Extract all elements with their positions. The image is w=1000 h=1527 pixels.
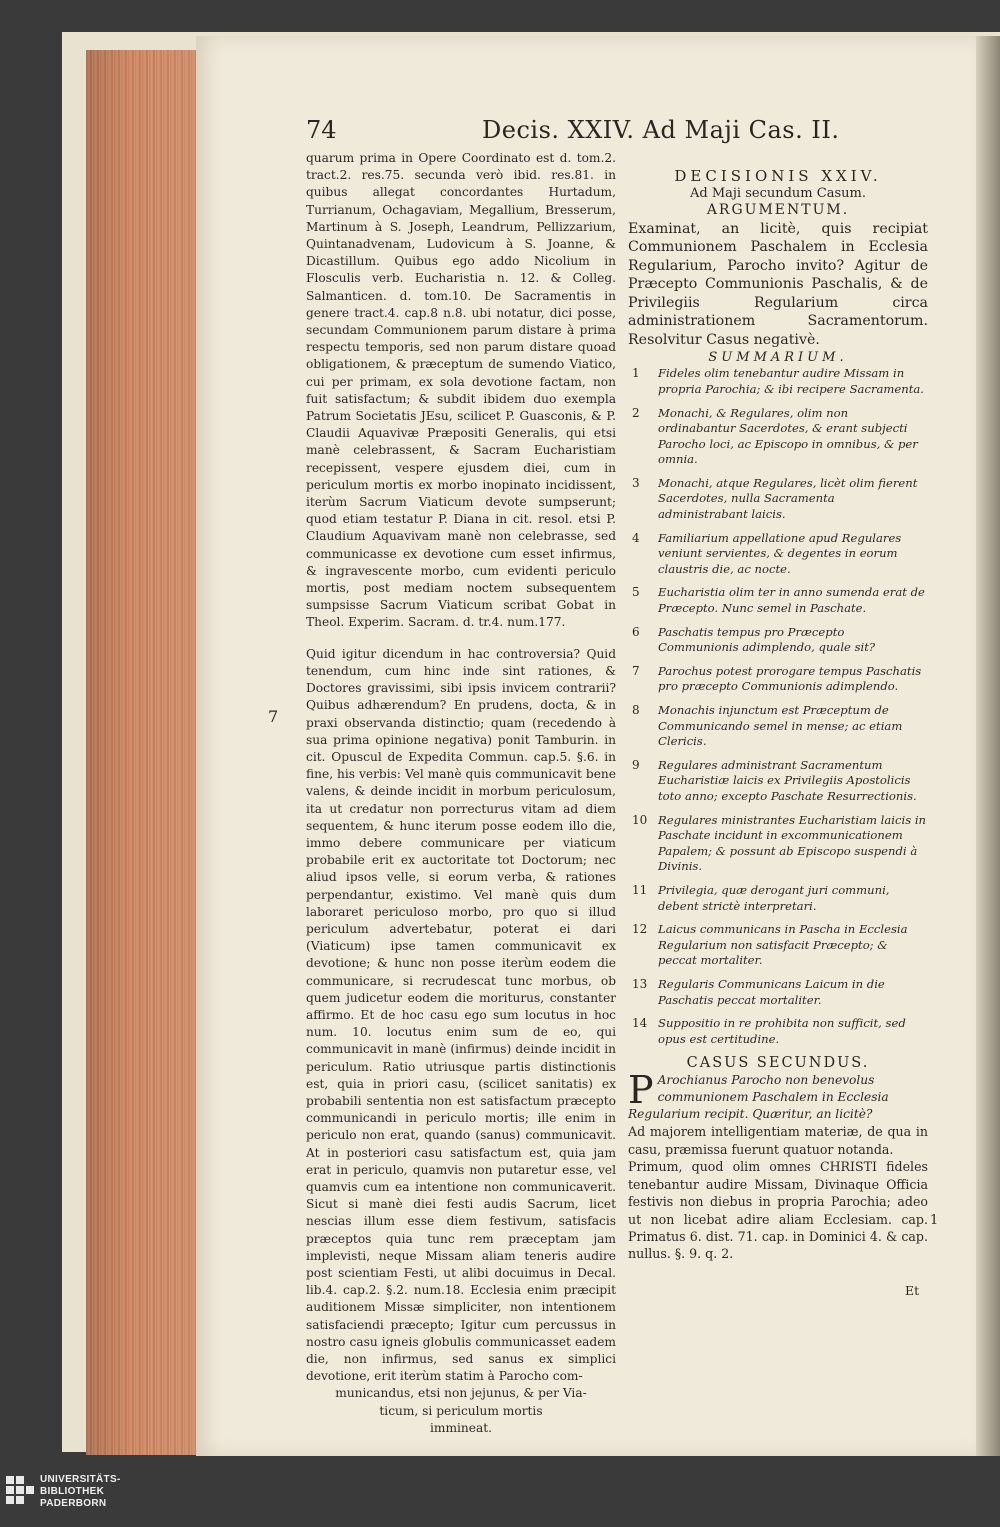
margin-number-right: 1: [930, 1213, 939, 1228]
paragraph-ad: Ad majorem intelligentiam materiæ, de qua in casu, præmissa fuerunt quatuor notanda.: [628, 1124, 928, 1157]
summary-item-number: 10: [632, 812, 648, 827]
decision-subheading: Ad Maji secundum Casum.: [690, 186, 866, 202]
summary-item: [628, 758, 928, 805]
summary-item: [628, 922, 928, 969]
summary-item-number: 7: [632, 663, 640, 678]
summary-item-number: 13: [632, 976, 648, 991]
right-gutter: [976, 36, 1000, 1456]
left-tail-line-3: immineat.: [429, 1420, 492, 1435]
running-header: [306, 112, 926, 152]
summary-item: [628, 531, 928, 578]
summary-item: [628, 1016, 928, 1047]
summarium-heading: SUMMARIUM.: [708, 350, 848, 366]
summary-item-text: Privilegia, quæ derogant juri communi, debent strictè interpretari.: [658, 882, 890, 913]
summary-item-number: 1: [632, 366, 640, 381]
summary-item-text: Monachi, atque Regulares, licèt olim fierent Sacerdotes, nulla Sacramenta administrabant laicis.: [658, 475, 918, 522]
page-edges-shade: [86, 50, 196, 1455]
casus-text: Arochianus Parocho non benevolus communionem Paschalem in Ecclesia Regularium recipit. Quæritur, an licitè?: [628, 1073, 889, 1122]
summary-item: [628, 625, 928, 656]
casus-text-block: [628, 1068, 928, 1123]
summary-item-text: Suppositio in re prohibita non sufficit, sed opus est certitudine.: [658, 1016, 906, 1046]
summary-item: [628, 977, 928, 1008]
page-number: 74: [306, 116, 337, 144]
margin-number-left: 7: [268, 707, 279, 726]
summary-item-text: Regularis Communicans Laicum in die Paschatis peccat mortaliter.: [658, 976, 885, 1007]
summary-item-number: 14: [632, 1016, 648, 1031]
summary-item-number: 9: [632, 757, 640, 772]
summary-item-number: 3: [632, 475, 640, 490]
summary-item: [628, 664, 928, 695]
summary-item-text: Familiarium appellatione apud Regulares veniunt servientes, & degentes in eorum claustris die, ac nocte.: [658, 530, 902, 576]
summary-item-number: 5: [632, 585, 640, 600]
summary-item-text: Parochus potest prorogare tempus Paschatis pro præcepto Communionis adimplendo.: [658, 663, 922, 694]
logo-line-2: BIBLIOTHEK: [40, 1486, 105, 1497]
library-logo-icon: [6, 1476, 34, 1510]
summary-item-text: Regulares administrant Sacramentum Eucharistiæ laicis ex Privilegiis Apostolicis toto anno; excepto Paschate Resurrectionis.: [658, 757, 917, 803]
summary-item: [628, 585, 928, 616]
summary-item-text: Monachi, & Regulares, olim non ordinabantur Sacerdotes, & erant subjecti Parocho loci, ac Episcopo in omnibus, & per omnia.: [658, 405, 918, 467]
summary-item: [628, 406, 928, 468]
summary-item-number: 6: [632, 624, 640, 639]
summary-item-text: Regulares ministrantes Eucharistiam laicis in Paschate incidunt in excommunicationem Papalem; & possunt ab Episcopo suspendi à Divinis.: [658, 812, 926, 874]
summary-item: [628, 366, 928, 397]
library-logo: [0, 1470, 150, 1520]
casus-heading: CASUS SECUNDUS.: [686, 1055, 870, 1072]
drop-cap: P: [628, 1068, 654, 1113]
summary-item-text: Fideles olim tenebantur audire Missam in propria Parochia; & ibi recipere Sacramenta.: [658, 366, 924, 396]
paragraph-primum: Primum, quod olim omnes CHRISTI fideles tenebantur audire Missam, Divinaque Officia festivis non diebus in propria Parochia; adeo ut non licebat adire aliam Ecclesiam. cap. Primatus 6. dist. 71. cap. in Dominici 4. & cap. nullus. §. 9. q. 2.: [628, 1159, 928, 1262]
summary-item-number: 8: [632, 703, 640, 717]
summary-item: [628, 703, 928, 750]
summary-item-number: 2: [632, 405, 640, 420]
decision-heading: DECISIONIS XXIV.: [674, 167, 882, 185]
left-tail-line-2: ticum, si periculum mortis: [379, 1403, 543, 1418]
summary-item-number: 4: [632, 530, 640, 545]
left-paragraph-2: Quid igitur dicendum in hac controversia? Quid tenendum, cum hinc inde sint rationes, & Doctores gravissimi, sibi ipsis invicem contrarii? Quibus adhærendum? En prudens, docta, & in praxi observanda distinctio; quam (recedendo à sua prima opinione negativa) ponit Tamburin. in cit. Opuscul de Expedita Commun. cap.5. §.6. in fine, his verbis: Vel manè quis communicavit bene valens, & deinde incidit in morbum periculosum, ita ut credatur non porrecturus vitam ad diem sequentem, & hunc iterum posse eodem illo die, immo debere communicare per viaticum probabile erit ex auctoritate tot Doctorum; nec aliud ipsos velle, si eorum verba, & rationes perpendantur, existimo. Vel manè quis dum laboraret periculoso morbo, pro quo si illud periculum advertebatur, poterat ei dari (Viaticum) ipse tamen communicavit ex devotione; & hunc non posse iterùm eodem die communicare, si recrudescat tunc morbus, ob quem judicetur eodem die moriturus, constanter affirmo. Et de hoc casu ego sum locutus in hoc num. 10. locutus enim sum de eo, qui communicavit in manè (infirmus) deinde incidit in periculum. Ratio utriusque partis distinctionis est, quia in priori casu, (scilicet sanitatis) ex probabili sententia non est satisfactum præcepto communicandi in periculo mortis; ille enim in periculo non erat, quando (sanus) communicavit. At in posteriori casu satisfactum est, quia jam erat in periculo, quamvis non putaretur esse, vel quamvis cum ea intentione non communicaverit. Sicut si manè diei festi audis Sacrum, licet nescias illum esse diem festivum, satisfacis præceptos quia tunc rem præceptam jam implevisti, neque Missam aliam teneris audire post scientiam Festi, ut alibi docuimus in Decal. lib.4. cap.2. §.2. num.18. Ecclesia enim præcipit auditionem Missæ simpliciter, non intentionem satisfaciendi præcepto; Igitur cum percussus in nostro casu igneis globulis communicasset eadem die, non infirmus, sed sanus ex simplici devotione, erit iterùm statim à Parocho com-: [306, 646, 616, 1384]
argumentum-heading: ARGUMENTUM.: [706, 202, 850, 219]
catchword: Et: [905, 1283, 920, 1298]
logo-line-1: UNIVERSITÄTS-: [40, 1474, 121, 1485]
summary-item-text: Eucharistia olim ter in anno sumenda erat de Præcepto. Nunc semel in Paschate.: [658, 585, 925, 616]
running-title: Decis. XXIV. Ad Maji Cas. II.: [482, 116, 840, 144]
summary-item: [628, 813, 928, 875]
left-column: [306, 150, 616, 1435]
left-tail-line-1: municandus, etsi non jejunus, & per Via-: [335, 1386, 587, 1401]
summary-item-number: 12: [632, 922, 648, 937]
library-logo-text: [40, 1474, 121, 1510]
summarium-list: [628, 366, 928, 1047]
left-paragraph-1: quarum prima in Opere Coordinato est d. tom.2. tract.2. res.75. secunda verò ibid. res.81. in quibus allegat concordantes Hurtadum, Turrianum, Ochagaviam, Megallium, Bresserum, Martinum à S. Joseph, Leandrum, Pellizzarium, Quintanadvenam, Ludovicum à S. Joanne, & Dicastillum. Quibus ego addo Nicolium in Flosculis verb. Eucharistia n. 12. & Colleg. Salmanticen. d. tom.10. De Sacramentis in genere tract.4. cap.8 n.8. ubi notatur, dici posse, secundam Communionem parum distare à prima respectu temporis, sed non parum distare quoad obligationem, & præceptum de sumendo Viatico, cui per primam, ex sola devotione factam, non fuit satisfactum; & subdit ibidem duo exempla Patrum Societatis JEsu, scilicet P. Guasconis, & P. Claudii Aquavivæ Præpositi Generalis, qui etsi manè celebrassent, & Sacram Eucharistiam recepissent, vespere ejusdem diei, cum in periculum mortis ex morbo inopinato incidissent, iterùm Sacrum Viaticum devote sumpserunt; quod etiam testatur P. Diana in cit. resol. etsi P. Claudium Aquavivam manè non celebrasse, sed communicasse ex devotione cum esset infirmus, & ingravescente morbo, cum evidenti periculo mortis, post mediam noctem subsequentem sumpsisse Sacrum Viaticum scribat Gobat in Theol. Experim. Sacram. d. tr.4. num.177.: [306, 151, 616, 630]
right-column: [628, 168, 928, 1328]
argumentum-text: Examinat, an licitè, quis recipiat Communionem Paschalem in Ecclesia Regularium, Parocho invito? Agitur de Præcepto Communionis Paschalis, & de Privilegiis Regularium circa administrationem Sacramentorum. Resolvitur Casus negativè.: [628, 220, 928, 348]
summary-item-number: 11: [632, 882, 648, 897]
summary-item-text: Laicus communicans in Pascha in Ecclesia Regularium non satisfacit Præcepto; & peccat mortaliter.: [658, 922, 908, 968]
summary-item-text: Paschatis tempus pro Præcepto Communionis adimplendo, quale sit?: [658, 624, 876, 655]
summary-item: [628, 883, 928, 914]
logo-line-3: PADERBORN: [40, 1498, 107, 1509]
summary-item: [628, 476, 928, 523]
summary-item-text: Monachis injunctum est Præceptum de Communicando semel in mense; ac etiam Clericis.: [658, 703, 903, 749]
